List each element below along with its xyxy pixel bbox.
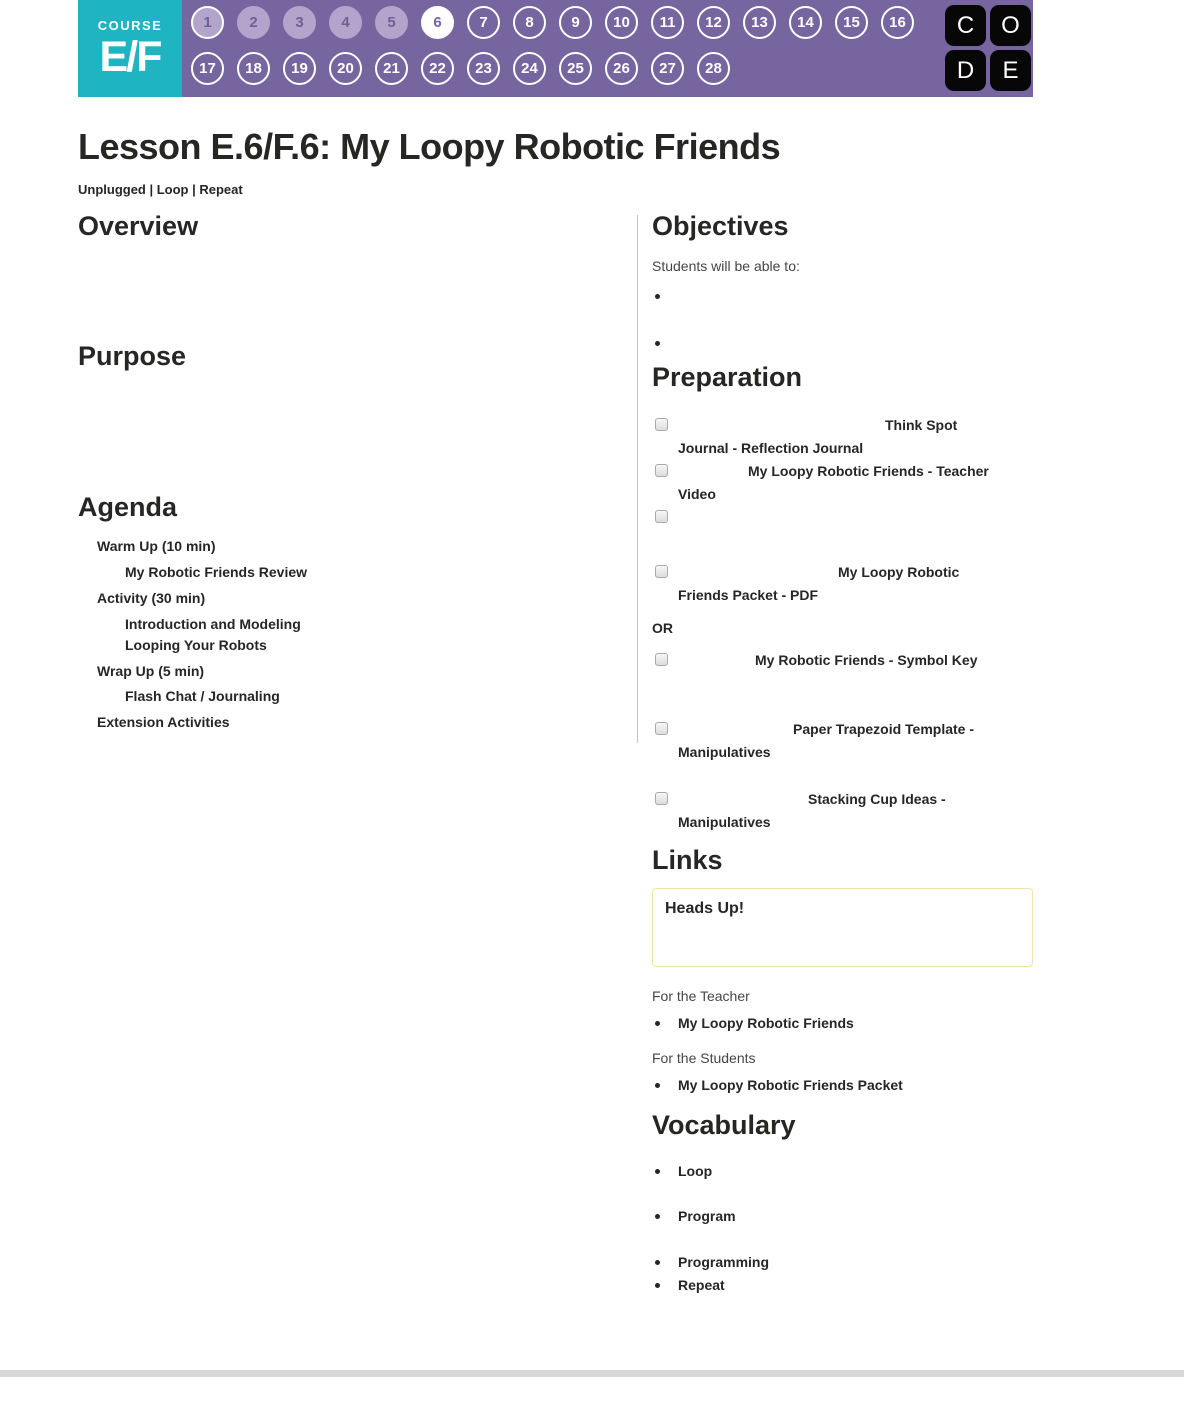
agenda-item: Looping Your Robots xyxy=(125,637,267,653)
teacher-resource-link[interactable]: My Loopy Robotic Friends xyxy=(652,1012,1033,1035)
preparation-heading: Preparation xyxy=(652,362,803,392)
agenda-item: Warm Up (10 min) xyxy=(97,538,216,554)
lesson-circle-2[interactable]: 2 xyxy=(237,6,270,39)
lesson-circle-25[interactable]: 25 xyxy=(559,52,592,85)
lesson-circle-3[interactable]: 3 xyxy=(283,6,316,39)
agenda-item: Wrap Up (5 min) xyxy=(97,663,205,679)
link-placeholder-gap xyxy=(678,803,808,804)
course-logo-label: COURSE xyxy=(97,18,163,33)
course-logo-code: E/F xyxy=(99,33,161,81)
heads-up-callout xyxy=(652,888,1033,967)
lesson-row-2 xyxy=(191,52,945,85)
vocabulary-term: Loop xyxy=(652,1160,1033,1183)
purpose-heading: Purpose xyxy=(78,341,187,371)
page-title: Lesson E.6/F.6: My Loopy Robotic Friends xyxy=(78,126,781,167)
preparation-item xyxy=(652,788,1033,834)
lesson-circle-22[interactable]: 22 xyxy=(421,52,454,85)
left-column xyxy=(78,211,626,733)
preparation-item-text xyxy=(678,561,1033,607)
objectives-heading: Objectives xyxy=(652,211,789,241)
lesson-circle-5[interactable]: 5 xyxy=(375,6,408,39)
lesson-circle-8[interactable]: 8 xyxy=(513,6,546,39)
lesson-circle-14[interactable]: 14 xyxy=(789,6,822,39)
preparation-or-label: OR xyxy=(652,620,673,636)
preparation-checkbox[interactable] xyxy=(655,464,668,477)
lesson-circle-4[interactable]: 4 xyxy=(329,6,362,39)
code-logo-letter-e: E xyxy=(990,50,1031,91)
lesson-circle-20[interactable]: 20 xyxy=(329,52,362,85)
lesson-circle-13[interactable]: 13 xyxy=(743,6,776,39)
preparation-list xyxy=(652,414,1033,834)
objective-item xyxy=(652,332,1033,355)
lesson-circle-15[interactable]: 15 xyxy=(835,6,868,39)
preparation-item-text xyxy=(678,718,1033,764)
agenda-heading: Agenda xyxy=(78,492,178,522)
lesson-circle-21[interactable]: 21 xyxy=(375,52,408,85)
lesson-tags: Unplugged | Loop | Repeat xyxy=(78,182,243,197)
link-placeholder-gap xyxy=(678,429,885,430)
lesson-circle-11[interactable]: 11 xyxy=(651,6,684,39)
links-heading: Links xyxy=(652,845,723,875)
vocabulary-term: Repeat xyxy=(652,1274,1033,1297)
heads-up-title: Heads Up! xyxy=(665,900,745,917)
vocabulary-term: Program xyxy=(652,1205,1033,1228)
lesson-plan-page xyxy=(78,0,1033,1321)
preparation-item-line1: Think Spot xyxy=(885,417,958,433)
agenda-item: My Robotic Friends Review xyxy=(125,564,308,580)
preparation-checkbox[interactable] xyxy=(655,722,668,735)
student-links-list xyxy=(652,1074,1033,1097)
lesson-circle-18[interactable]: 18 xyxy=(237,52,270,85)
lesson-circle-nav xyxy=(182,0,945,97)
lesson-circle-24[interactable]: 24 xyxy=(513,52,546,85)
preparation-item-line2: Friends Packet - PDF xyxy=(678,587,819,603)
preparation-item-text xyxy=(678,460,1033,506)
course-logo[interactable] xyxy=(78,0,182,97)
lesson-circle-9[interactable]: 9 xyxy=(559,6,592,39)
for-teacher-label: For the Teacher xyxy=(652,988,750,1004)
preparation-item-line2: Video xyxy=(678,486,716,502)
lesson-circle-6[interactable]: 6 xyxy=(421,6,454,39)
preparation-item-text xyxy=(678,649,1033,672)
objective-item xyxy=(652,285,1033,308)
code-logo-letter-o: O xyxy=(990,5,1031,46)
overview-heading: Overview xyxy=(78,211,199,241)
objectives-intro: Students will be able to: xyxy=(652,258,800,274)
lesson-circle-27[interactable]: 27 xyxy=(651,52,684,85)
lesson-nav-banner xyxy=(78,0,1033,97)
preparation-item-line1: My Loopy Robotic xyxy=(838,564,960,580)
lesson-circle-28[interactable]: 28 xyxy=(697,52,730,85)
preparation-checkbox[interactable] xyxy=(655,418,668,431)
objectives-list xyxy=(652,285,1033,355)
preparation-checkbox[interactable] xyxy=(655,510,668,523)
code-logo-letter-c: C xyxy=(945,5,986,46)
preparation-item-text xyxy=(678,788,1033,834)
right-column xyxy=(652,211,1033,1297)
lesson-circle-12[interactable]: 12 xyxy=(697,6,730,39)
code-org-logo[interactable] xyxy=(945,0,1033,97)
agenda-list xyxy=(78,536,626,733)
preparation-item-text xyxy=(678,414,1033,460)
link-placeholder-gap xyxy=(678,475,748,476)
lesson-circle-17[interactable]: 17 xyxy=(191,52,224,85)
lesson-circle-1[interactable]: 1 xyxy=(191,6,224,39)
link-placeholder-gap xyxy=(678,664,755,665)
preparation-item-line2: Manipulatives xyxy=(678,744,771,760)
preparation-item-line1: My Loopy Robotic Friends - Teacher xyxy=(748,463,989,479)
lesson-circle-26[interactable]: 26 xyxy=(605,52,638,85)
preparation-item-text xyxy=(678,506,1033,529)
lesson-circle-10[interactable]: 10 xyxy=(605,6,638,39)
lesson-circle-7[interactable]: 7 xyxy=(467,6,500,39)
link-placeholder-gap xyxy=(678,576,838,577)
lesson-circle-16[interactable]: 16 xyxy=(881,6,914,39)
preparation-item xyxy=(652,649,1033,672)
code-logo-letter-d: D xyxy=(945,50,986,91)
preparation-item-line2: Journal - Reflection Journal xyxy=(678,440,864,456)
column-divider xyxy=(637,215,638,743)
preparation-item xyxy=(652,561,1033,607)
lesson-row-1 xyxy=(191,6,945,39)
preparation-item xyxy=(652,506,1033,529)
for-students-label: For the Students xyxy=(652,1050,756,1066)
preparation-item-line1: Stacking Cup Ideas - xyxy=(808,791,946,807)
preparation-item xyxy=(652,414,1033,460)
preparation-checkbox[interactable] xyxy=(655,653,668,666)
bottom-scroll-bar xyxy=(0,1370,1184,1377)
preparation-checkbox[interactable] xyxy=(655,792,668,805)
lesson-circle-23[interactable]: 23 xyxy=(467,52,500,85)
lesson-circle-19[interactable]: 19 xyxy=(283,52,316,85)
preparation-item xyxy=(652,460,1033,506)
agenda-item: Flash Chat / Journaling xyxy=(125,688,280,704)
preparation-item-line1: Paper Trapezoid Template - xyxy=(793,721,975,737)
vocabulary-heading: Vocabulary xyxy=(652,1110,796,1140)
vocabulary-term: Programming xyxy=(652,1251,1033,1274)
preparation-item xyxy=(652,718,1033,764)
preparation-checkbox[interactable] xyxy=(655,565,668,578)
link-placeholder-gap xyxy=(678,733,793,734)
teacher-links-list xyxy=(652,1012,1033,1035)
agenda-item: Extension Activities xyxy=(97,714,230,730)
content-columns xyxy=(78,211,1033,1321)
preparation-item-line1: My Robotic Friends - Symbol Key xyxy=(755,652,978,668)
preparation-item-line2: Manipulatives xyxy=(678,814,771,830)
student-resource-link[interactable]: My Loopy Robotic Friends Packet xyxy=(652,1074,1033,1097)
agenda-item: Activity (30 min) xyxy=(97,590,206,606)
vocabulary-list xyxy=(652,1160,1033,1297)
agenda-item: Introduction and Modeling xyxy=(125,616,301,632)
